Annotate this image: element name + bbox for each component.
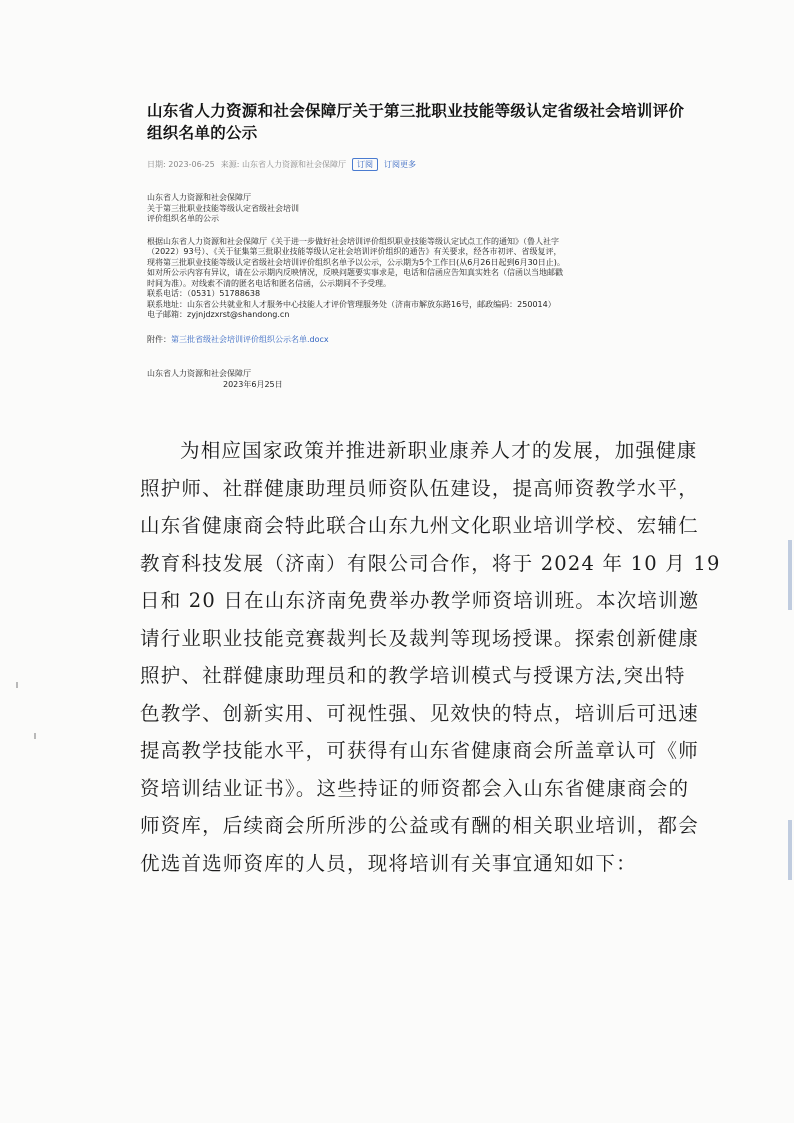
notice-title: 山东省人力资源和社会保障厅关于第三批职业技能等级认定省级社会培训评价组织名单的公示 bbox=[147, 102, 685, 142]
scan-edge-mark bbox=[788, 540, 792, 610]
notice-body bbox=[147, 237, 707, 321]
signature-date: 2023年6月25日 bbox=[223, 379, 283, 389]
notice-date: 日期: 2023-06-25 bbox=[147, 160, 215, 169]
letter-line: 提高教学技能水平，可获得有山东省健康商会所盖章认可《师 bbox=[140, 739, 699, 762]
letter-line: 照护师、社群健康助理员师资队伍建设，提高师资教学水平， bbox=[140, 476, 699, 500]
letter-body bbox=[140, 432, 721, 882]
scan-edge-mark bbox=[788, 820, 792, 880]
notice-source: 来源: 山东省人力资源和社会保障厅 bbox=[220, 160, 346, 169]
attachment-label: 附件： bbox=[147, 334, 171, 344]
notice-body-line: 时间为准）。对线索不清的匿名电话和匿名信函，公示期间不予受理。 bbox=[147, 278, 391, 288]
letter-line: 为相应国家政策并推进新职业康养人才的发展，加强健康 bbox=[180, 439, 698, 462]
addressee-line: 评价组织名单的公示 bbox=[147, 214, 219, 223]
letter-line: 教育科技发展（济南）有限公司合作，将于 2024 年 10 月 19 bbox=[140, 551, 721, 575]
contact-email: 电子邮箱：zyjnjdzxrst@shandong.cn bbox=[147, 310, 290, 319]
notice-body-line: 根据山东省人力资源和社会保障厅《关于进一步做好社会培训评价组织职业技能等级认定试点工作的通知》（鲁人社字 bbox=[147, 236, 559, 246]
letter-line: 优选首选师资库的人员，现将培训有关事宜通知如下： bbox=[140, 851, 637, 875]
addressee-line: 关于第三批职业技能等级认定省级社会培训 bbox=[147, 203, 299, 213]
letter-line: 日和 20 日在山东济南免费举办教学师资培训班。本次培训邀 bbox=[140, 589, 700, 612]
notice-signature bbox=[147, 369, 707, 390]
attachment-link[interactable]: 第三批省级社会培训评价组织公示名单.docx bbox=[171, 334, 329, 344]
letter-line: 师资库，后续商会所所涉的公益或有酬的相关职业培训，都会 bbox=[140, 814, 699, 837]
notice-meta bbox=[147, 158, 707, 171]
scan-speck bbox=[34, 733, 36, 739]
letter-line: 山东省健康商会特此联合山东九州文化职业培训学校、宏辅仁 bbox=[140, 514, 699, 537]
notice-body-line: （2022）93号）、《关于征集第三批职业技能等级认定社会培训评价组织的通告》有关要求，经各市初评、省级复评， bbox=[147, 247, 562, 256]
letter-line: 色教学、创新实用、可视性强、见效快的特点，培训后可迅速 bbox=[140, 701, 699, 725]
addressee-line: 山东省人力资源和社会保障厅 bbox=[147, 193, 251, 202]
subscribe-more-link[interactable]: 订阅更多 bbox=[383, 160, 416, 169]
signature-org: 山东省人力资源和社会保障厅 bbox=[147, 369, 251, 378]
letter-line: 请行业职业技能竞赛裁判长及裁判等现场授课。探索创新健康 bbox=[140, 626, 699, 650]
embedded-notice bbox=[147, 100, 707, 390]
notice-body-line: 现将第三批职业技能等级认定省级社会培训评价组织名单予以公示，公示期为5个工作日(从6月26日起到6月30日止)。 bbox=[147, 257, 565, 267]
subscribe-button[interactable]: 订阅 bbox=[352, 158, 378, 171]
contact-address: 联系地址：山东省公共就业和人才服务中心技能人才评价管理服务处（济南市解放东路16号，邮政编码：250014） bbox=[147, 299, 556, 309]
notice-addressee bbox=[147, 193, 707, 225]
notice-body-line: 如对所公示内容有异议，请在公示期内反映情况，反映问题要实事求是，电话和信函应告知真实姓名（信函以当地邮戳 bbox=[147, 268, 563, 277]
scan-speck bbox=[16, 682, 18, 688]
letter-line: 照护、社群健康助理员和的教学培训模式与授课方法,突出特 bbox=[140, 664, 686, 687]
letter-line: 资培训结业证书》。这些持证的师资都会入山东省健康商会的 bbox=[140, 776, 690, 800]
notice-attachment bbox=[147, 335, 707, 346]
contact-phone: 联系电话：（0531）51788638 bbox=[147, 289, 261, 298]
